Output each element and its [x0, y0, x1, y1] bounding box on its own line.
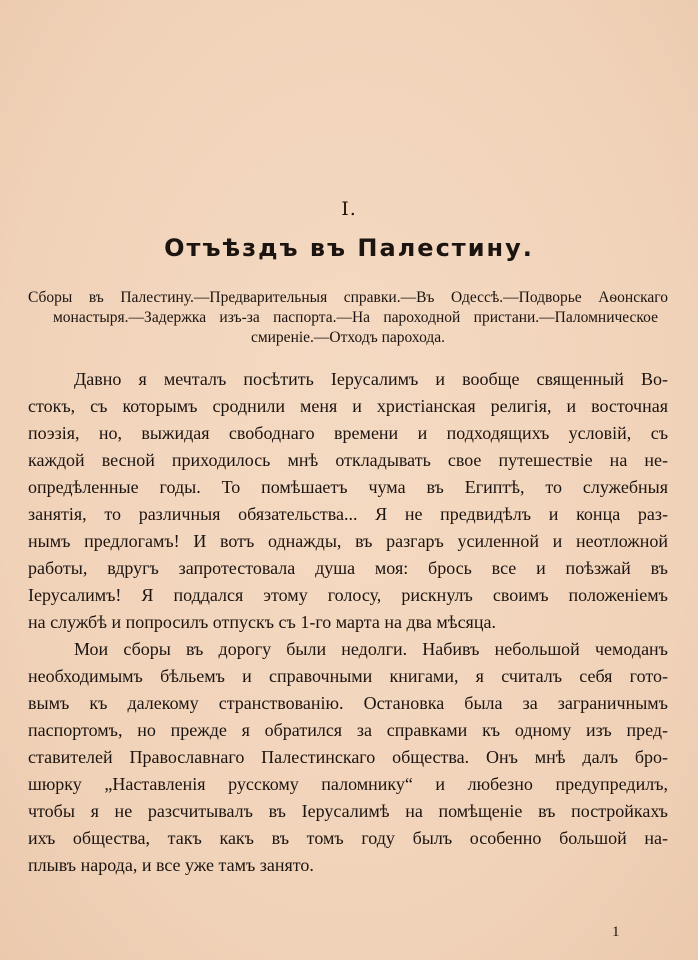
paragraph-1-line: Іерусалимъ! Я поддался этому голосу, рискнулъ своимъ положеніемъ	[28, 585, 668, 605]
page-number: 1	[612, 924, 620, 940]
paragraph-1-line: нымъ предлогамъ! И вотъ однажды, въ разгаръ усиленной и неотложной	[28, 531, 668, 551]
paragraph-2-line: ставителей Православнаго Палестинскаго общества. Онъ мнѣ далъ бро-	[28, 747, 668, 767]
paragraph-1-line: поэзія, но, выжидая свободнаго времени и подходящихъ условій, съ	[28, 423, 668, 443]
summary-line: Сборы въ Палестину.—Предварительныя справки.—Въ Одессѣ.—Подворье Аѳонскаго	[28, 289, 668, 306]
paragraph-2-line: паспортомъ, но прежде я обратился за справками къ одному изъ пред-	[28, 720, 668, 740]
paragraph-2-line: чтобы я не разсчитывалъ въ Іерусалимѣ на помѣщеніе въ постройкахъ	[28, 801, 668, 821]
paragraph-1-line: работы, вдругъ запротестовала душа моя: брось все и поѣзжай въ	[28, 558, 668, 578]
paragraph-1-line: занятія, то различныя обязательства... Я не предвидѣлъ и конца раз-	[28, 504, 668, 524]
paragraph-2-line: необходимымъ бѣльемъ и справочными книгами, я считалъ себя гото-	[28, 666, 668, 686]
paragraph-1-line: стокъ, съ которымъ сроднили меня и христіанская религія, и восточная	[28, 396, 668, 416]
chapter-title: Отъѣздъ въ Палестину.	[164, 234, 534, 262]
body-text	[28, 366, 668, 879]
chapter-number: I.	[341, 198, 357, 220]
paragraph-2-line: Мои сборы въ дорогу были недолги. Набивъ небольшой чемоданъ	[74, 639, 668, 659]
summary-line: монастыря.—Задержка изъ-за паспорта.—На пароходной пристани.—Паломническое	[53, 309, 658, 326]
paragraph-1-line: опредѣленные годы. То помѣшаетъ чума въ Египтѣ, то служебныя	[28, 477, 668, 497]
chapter-summary	[28, 288, 668, 348]
paragraph-2-line: вымъ къ далекому странствованію. Остановка была за заграничнымъ	[28, 693, 668, 713]
summary-line: смиреніе.—Отходъ парохода.	[250, 329, 446, 346]
paragraph-2-line: шюрку „Наставленія русскому паломнику“ и любезно предупредилъ,	[28, 774, 668, 794]
paragraph-2-line: плывъ народа, и все уже тамъ занято.	[28, 855, 314, 875]
paragraph-1-line: Давно я мечталъ посѣтить Іерусалимъ и вообще священный Во-	[74, 369, 668, 389]
paragraph-2-line: ихъ общества, такъ какъ въ томъ году былъ особенно большой на-	[28, 828, 668, 848]
paragraph-1-line: на службѣ и попросилъ отпускъ съ 1-го марта на два мѣсяца.	[28, 612, 496, 632]
paragraph-1-line: каждой весной приходилось мнѣ откладывать свое путешествіе на не-	[28, 450, 668, 470]
